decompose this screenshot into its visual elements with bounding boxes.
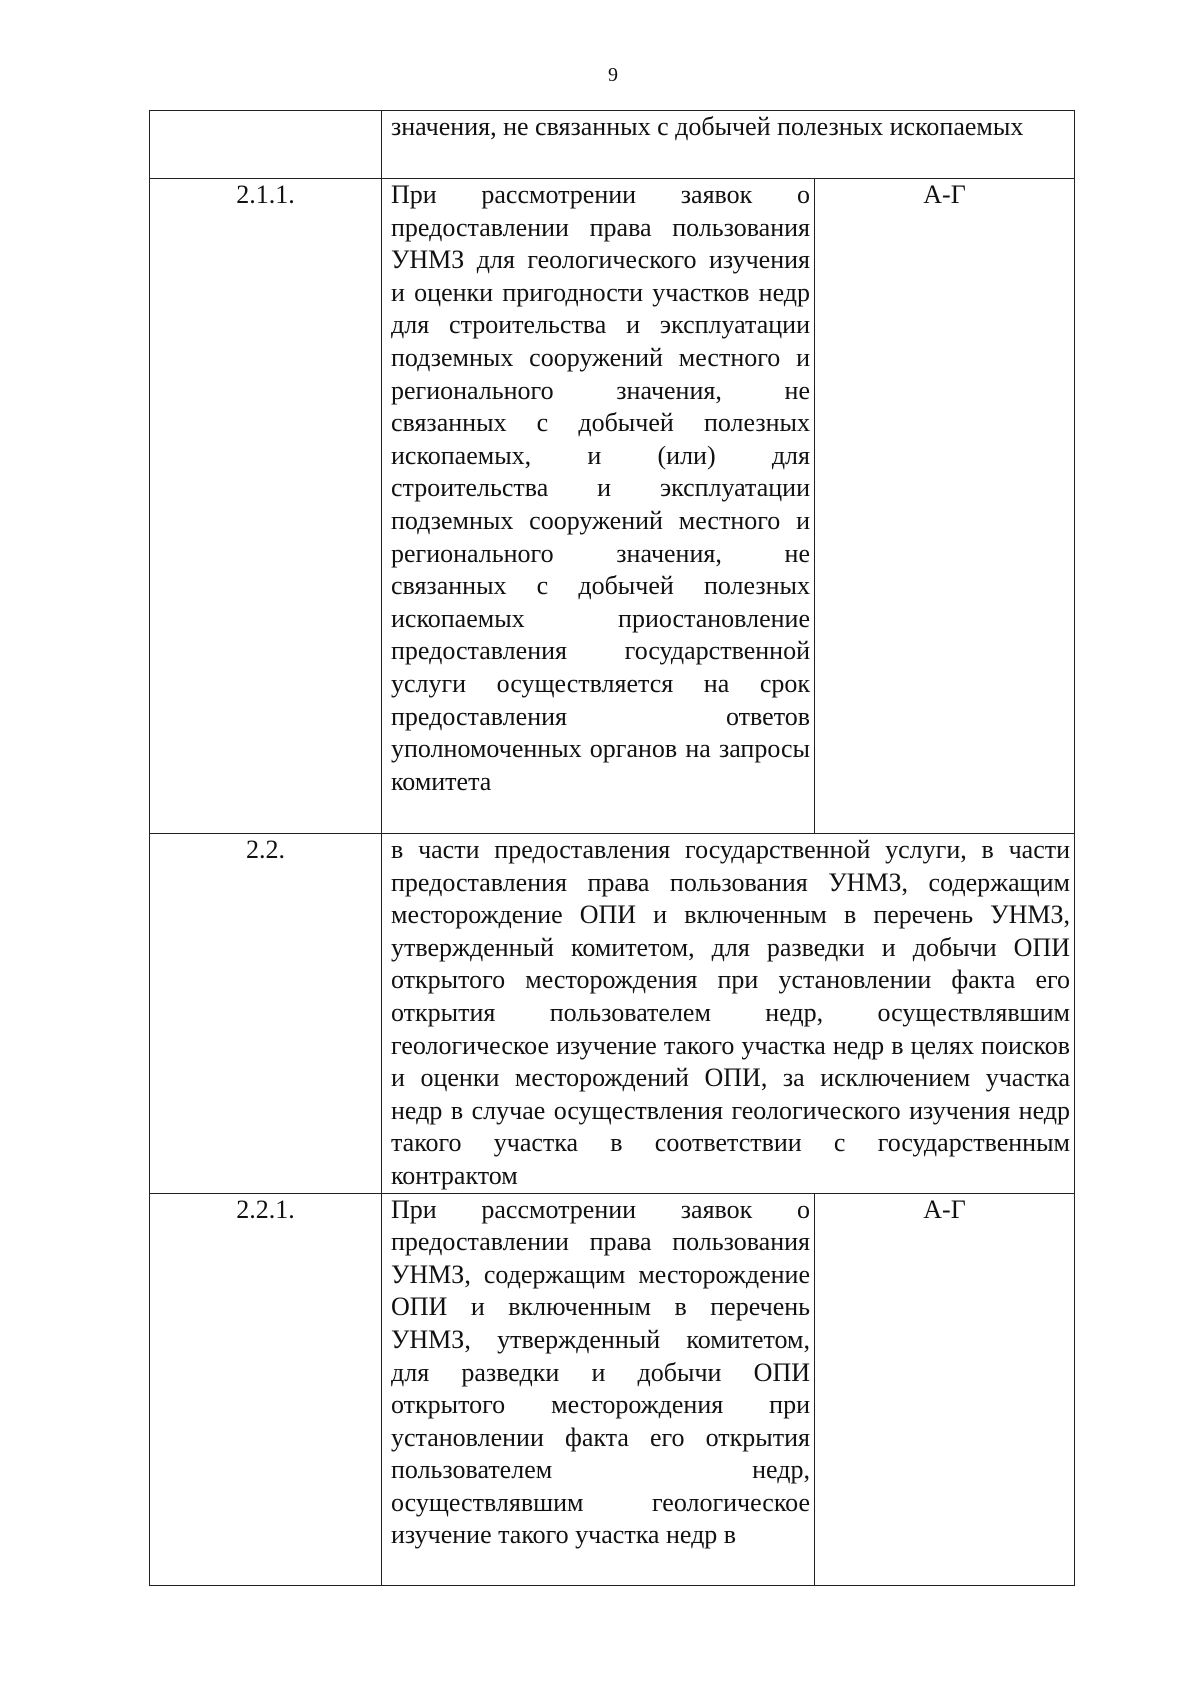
table-row	[150, 834, 1075, 1194]
regulation-table	[149, 110, 1075, 1586]
row-number	[150, 111, 382, 179]
row-number: 2.2.1.	[150, 1193, 382, 1585]
row-text: При рассмотрении заявок о предоставлении права пользования УНМЗ для геологического изучения и оценки пригодности участков недр для строительства и эксплуатации подземных сооружений местного и регионального значения, не связанных с добычей полезных ископаемых, и (или) для строительства и эксплуатации подземных сооружений местного и регионального значения, не связанных с добычей полезных ископаемых приостановление предоставления государственной услуги осуществляется на срок предоставления ответов уполномоченных органов на запросы комитета	[382, 179, 815, 834]
row-severity: А-Г	[815, 1193, 1075, 1585]
row-number: 2.1.1.	[150, 179, 382, 834]
row-text: При рассмотрении заявок о предоставлении права пользования УНМЗ, содержащим месторождение ОПИ и включенным в перечень УНМЗ, утвержденный комитетом, для разведки и добычи ОПИ открытого месторождения при установлении факта его открытия пользователем недр, осуществлявшим геологическое изучение такого участка недр в	[382, 1193, 815, 1585]
row-severity: А-Г	[815, 179, 1075, 834]
row-text: в части предоставления государственной услуги, в части предоставления права пользования УНМЗ, содержащим месторождение ОПИ и включенным в перечень УНМЗ, утвержденный комитетом, для разведки и добычи ОПИ открытого месторождения при установлении факта его открытия пользователем недр, осуществлявшим геологическое изучение такого участка недр в целях поисков и оценки месторождений ОПИ, за исключением участка недр в случае осуществления геологического изучения недр такого участка в соответствии с государственным контрактом	[382, 834, 1075, 1194]
row-number: 2.2.	[150, 834, 382, 1194]
table-row	[150, 1193, 1075, 1585]
page-number: 9	[608, 64, 618, 86]
table-row	[150, 111, 1075, 179]
table-row	[150, 179, 1075, 834]
row-text: значения, не связанных с добычей полезных ископаемых	[382, 111, 1075, 179]
